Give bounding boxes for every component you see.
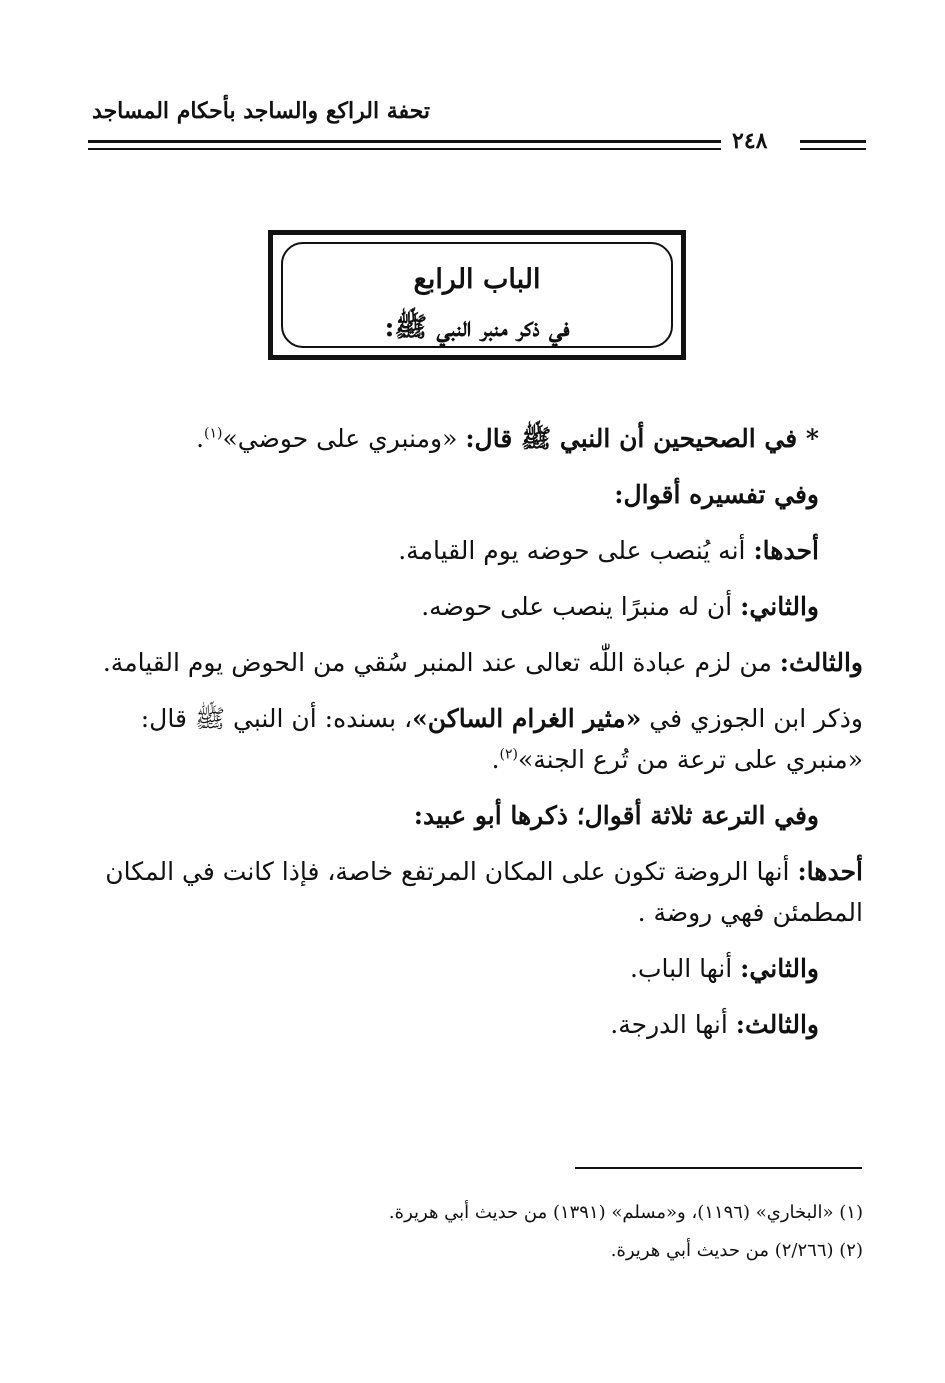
- opinion-label: والثالث:: [779, 648, 863, 677]
- chapter-subtitle: في ذكر منبر النبي ﷺ:: [384, 312, 570, 343]
- chapter-heading-box: [268, 230, 686, 360]
- paragraph-end: .: [491, 745, 500, 774]
- opinion-label: والثاني:: [740, 592, 819, 621]
- footnote-ref-1[interactable]: (١): [204, 425, 223, 442]
- opinion-label: أحدها:: [753, 536, 819, 565]
- opinion-label: والثالث:: [735, 1010, 819, 1039]
- hadith-quote: «ومنبري على حوضي»: [222, 424, 466, 453]
- chapter-title: الباب الرابع: [413, 264, 541, 295]
- footnote-separator: [575, 1167, 862, 1169]
- header-rule-right: [800, 140, 866, 150]
- opinion-label: أحدها:: [797, 857, 863, 886]
- paragraph-ibn-jawzi: [82, 698, 863, 780]
- paragraph-tur-a-second: [82, 948, 819, 989]
- opinion-text: أنها الدرجة.: [610, 1010, 736, 1039]
- book-title: «مثير الغرام الساكن»: [412, 704, 642, 733]
- paragraph-tur-a-heading: وفي الترعة ثلاثة أقوال؛ ذكرها أبو عبيد:: [413, 801, 819, 830]
- paragraph-end: .: [196, 424, 205, 453]
- paragraph-lead: * في الصحيحين أن النبي ﷺ قال:: [465, 424, 819, 453]
- running-title: تحفة الراكع والساجد بأحكام المساجد: [92, 98, 430, 124]
- opinion-text: أن له منبرًا ينصب على حوضه.: [421, 592, 741, 621]
- opinion-text: أنه يُنصب على حوضه يوم القيامة.: [398, 536, 754, 565]
- chapter-heading-inner-frame: [281, 242, 673, 348]
- paragraph-second-opinion: [82, 586, 819, 627]
- paragraph-hadith: [82, 418, 819, 459]
- footnote-1: (١) «البخاري» (١١٩٦)، و«مسلم» (١٣٩١) من حديث أبي هريرة.: [388, 1202, 863, 1223]
- paragraph-tur-a-first: [82, 851, 863, 933]
- header-rule-left: [88, 140, 721, 150]
- paragraph-tur-a-third: [82, 1004, 819, 1045]
- paragraph-text: ، بسنده: أن النبي ﷺ قال: «منبري على ترعة من تُرع الجنة»: [140, 704, 863, 774]
- paragraph-first-opinion: [82, 530, 819, 571]
- footnote-ref-2[interactable]: (٢): [499, 746, 518, 763]
- paragraph-third-opinion: [82, 642, 863, 683]
- opinion-label: والثاني:: [740, 954, 819, 983]
- page-number: ٢٤٨: [732, 128, 768, 154]
- opinion-text: من لزم عبادة اللّٰه تعالى عند المنبر سُقي من الحوض يوم القيامة.: [102, 648, 780, 677]
- opinion-text: أنها الروضة تكون على المكان المرتفع خاصة، فإذا كانت في المكان المطمئن فهي روضة .: [105, 857, 863, 927]
- footnote-2: (٢) (٢/٢٦٦) من حديث أبي هريرة.: [610, 1240, 863, 1261]
- paragraph-interpretations-heading: وفي تفسيره أقوال:: [614, 480, 819, 509]
- body-text: [82, 418, 863, 1045]
- paragraph-text: وذكر ابن الجوزي في: [641, 704, 863, 733]
- opinion-text: أنها الباب.: [630, 954, 741, 983]
